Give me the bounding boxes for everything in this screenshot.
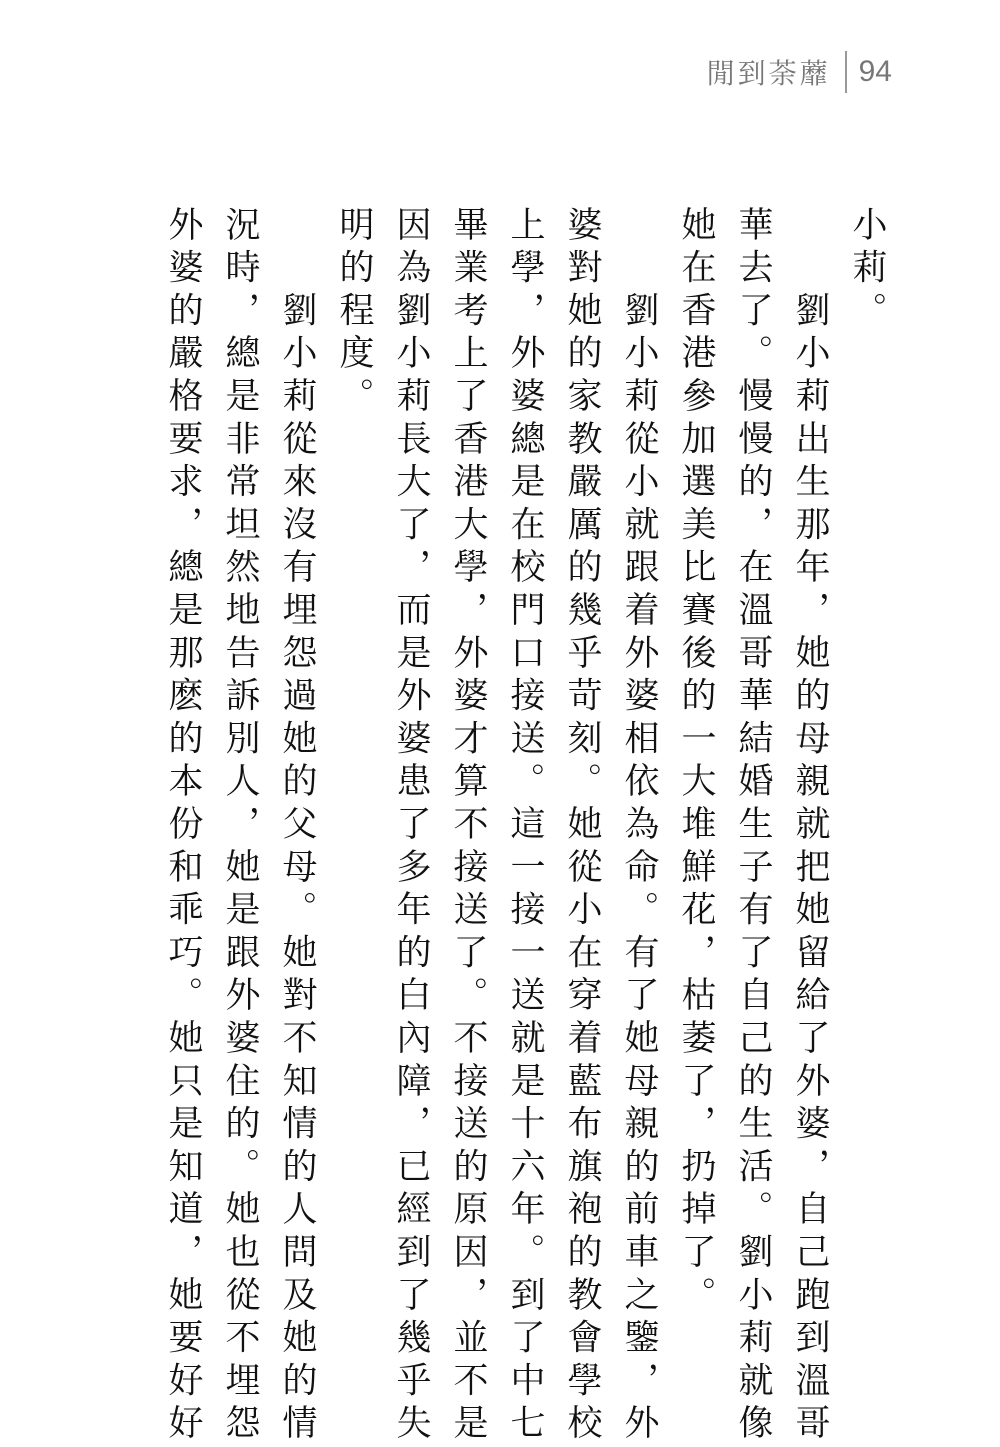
text-column: 她在香港參加選美比賽後的一大堆鮮花，枯萎了，扔掉了。 (676, 206, 716, 1319)
book-title: 閒到荼蘼 (706, 57, 831, 90)
text-column: 況時，總是非常坦然地告訴別人，她是跟外婆住的。她也從不埋怨 (220, 206, 260, 1447)
text-column: 劉小莉從來沒有埋怨過她的父母。她對不知情的人問及她的情 (277, 206, 317, 1447)
text-column: 外婆的嚴格要求，總是那麽的本份和乖巧。她只是知道，她要好好 (163, 206, 203, 1447)
page-number: 94 (858, 55, 892, 88)
text-column: 婆對她的家教嚴厲的幾乎苛刻。她從小在穿着藍布旗袍的教會學校 (562, 206, 602, 1447)
text-column: 劉小莉從小就跟着外婆相依為命。有了她母親的前車之鑒，外 (619, 206, 659, 1447)
text-column: 上學，外婆總是在校門口接送。這一接一送就是十六年。到了中七 (505, 206, 545, 1447)
text-column: 小莉。 (847, 206, 887, 335)
text-column: 明的程度。 (334, 206, 374, 420)
text-column: 畢業考上了香港大學，外婆才算不接送了。不接送的原因，並不是 (448, 206, 488, 1447)
text-column: 因為劉小莉長大了，而是外婆患了多年的白內障，已經到了幾乎失 (391, 206, 431, 1447)
text-column: 劉小莉出生那年，她的母親就把她留給了外婆，自己跑到溫哥 (790, 206, 830, 1447)
text-column: 華去了。慢慢的，在溫哥華結婚生子有了自己的生活。劉小莉就像 (733, 206, 773, 1447)
